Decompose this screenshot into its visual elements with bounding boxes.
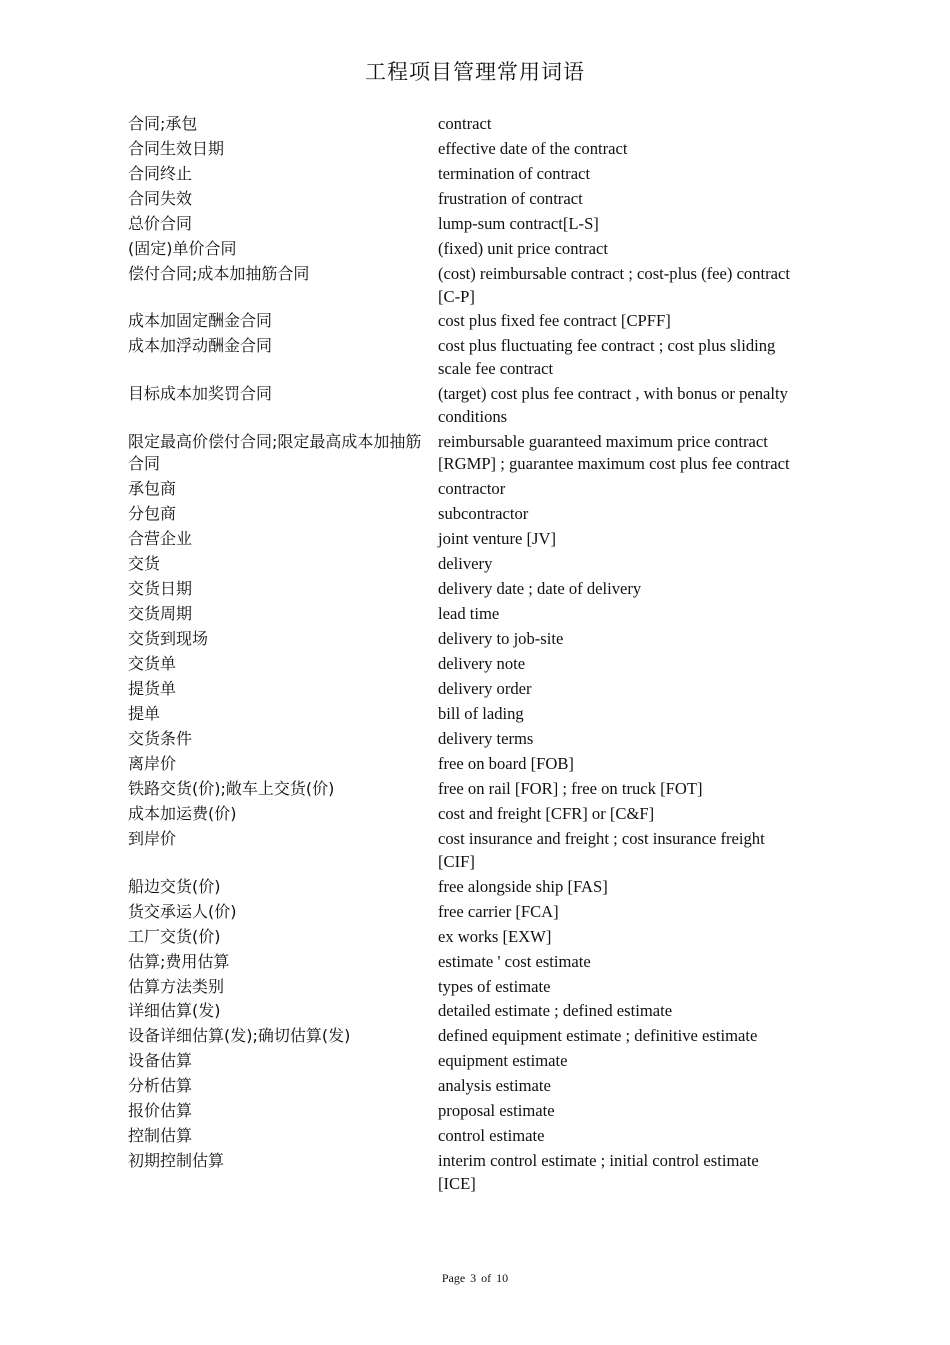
- glossary-row: [128, 383, 808, 428]
- glossary-row: [128, 628, 808, 651]
- english-term: analysis estimate: [438, 1076, 551, 1096]
- english-term: free alongside ship [FAS]: [438, 876, 608, 896]
- chinese-term: 设备估算: [128, 1051, 193, 1071]
- chinese-term: 交货条件: [128, 729, 193, 749]
- english-term: types of estimate: [438, 976, 551, 996]
- english-term: free on board [FOB]: [438, 754, 574, 774]
- english-term: free carrier [FCA]: [438, 901, 559, 921]
- chinese-term: 承包商: [128, 479, 177, 499]
- english-term: delivery note: [438, 654, 526, 674]
- glossary-row: [128, 528, 808, 551]
- chinese-term: 成本加运费(价): [128, 804, 237, 823]
- chinese-term: 铁路交货(价);敞车上交货(价): [128, 779, 335, 799]
- english-term: equipment estimate: [438, 1051, 568, 1071]
- chinese-term: 提货单: [128, 679, 177, 699]
- english-term: cost insurance and freight ; cost insurance freight [CIF]: [438, 828, 765, 871]
- english-term: defined equipment estimate ; definitive estimate: [438, 1026, 758, 1046]
- page-title: 工程项目管理常用词语: [365, 60, 585, 84]
- english-term: lead time: [438, 604, 500, 624]
- english-term: contractor: [438, 479, 506, 499]
- glossary-row: [128, 703, 808, 726]
- glossary-row: [128, 753, 808, 776]
- chinese-term: 合同失效: [128, 188, 193, 208]
- english-term: termination of contract: [438, 163, 591, 183]
- english-term: free on rail [FOR] ; free on truck [FOT]: [438, 779, 703, 799]
- chinese-term: 偿付合同;成本加抽筋合同: [128, 263, 310, 283]
- chinese-term: 合同终止: [128, 163, 193, 183]
- chinese-term: 交货日期: [128, 579, 193, 599]
- chinese-term: 初期控制估算: [128, 1151, 225, 1171]
- glossary-row: [128, 803, 808, 826]
- glossary-row: [128, 163, 808, 186]
- glossary-row: [128, 876, 808, 899]
- english-term: cost plus fixed fee contract [CPFF]: [438, 311, 671, 331]
- english-term: detailed estimate ; defined estimate: [438, 1001, 673, 1021]
- glossary-row: [128, 503, 808, 526]
- english-term: frustration of contract: [438, 188, 583, 208]
- chinese-term: 分析估算: [128, 1076, 193, 1096]
- glossary-row: [128, 1125, 808, 1148]
- chinese-term: 设备详细估算(发);确切估算(发): [128, 1026, 351, 1046]
- glossary-row: [128, 678, 808, 701]
- english-term: delivery terms: [438, 729, 534, 749]
- glossary-row: [128, 951, 808, 974]
- chinese-term: 交货单: [128, 654, 177, 674]
- glossary-row: [128, 578, 808, 601]
- english-term: (fixed) unit price contract: [438, 238, 609, 258]
- chinese-term: 工厂交货(价): [128, 926, 221, 946]
- glossary-row: [128, 188, 808, 211]
- glossary-row: [128, 478, 808, 501]
- chinese-term: 成本加浮动酬金合同: [128, 336, 273, 356]
- english-term: cost plus fluctuating fee contract ; cost plus sliding scale fee contract: [438, 336, 776, 379]
- chinese-term: 控制估算: [128, 1126, 193, 1146]
- glossary-row: [128, 728, 808, 751]
- english-term: bill of lading: [438, 704, 524, 724]
- glossary-row: [128, 901, 808, 924]
- english-term: delivery: [438, 554, 493, 574]
- english-term: proposal estimate: [438, 1101, 555, 1121]
- english-term: effective date of the contract: [438, 138, 628, 158]
- glossary-row: [128, 431, 808, 476]
- english-term: subcontractor: [438, 504, 529, 524]
- english-term: delivery order: [438, 679, 532, 699]
- glossary-row: [128, 778, 808, 801]
- glossary-table: [128, 113, 808, 1198]
- chinese-term: 合营企业: [128, 529, 193, 549]
- glossary-row: [128, 113, 808, 136]
- chinese-term: 船边交货(价): [128, 876, 221, 896]
- glossary-row: [128, 828, 808, 873]
- english-term: reimbursable guaranteed maximum price contract [RGMP] ; guarantee maximum cost plus fee contract: [438, 431, 790, 474]
- chinese-term: 交货到现场: [128, 629, 209, 649]
- english-term: delivery date ; date of delivery: [438, 579, 642, 599]
- chinese-term: 报价估算: [128, 1101, 193, 1121]
- glossary-row: [128, 653, 808, 676]
- glossary-row: [128, 138, 808, 161]
- chinese-term: 交货周期: [128, 604, 193, 624]
- chinese-term: 提单: [128, 704, 161, 724]
- chinese-term: 分包商: [128, 504, 177, 524]
- glossary-row: [128, 553, 808, 576]
- chinese-term: 合同生效日期: [128, 138, 225, 158]
- english-term: interim control estimate ; initial control estimate [ICE]: [438, 1151, 759, 1193]
- chinese-term: 估算方法类别: [128, 976, 225, 996]
- glossary-row: [128, 310, 808, 333]
- english-term: (cost) reimbursable contract ; cost-plus (fee) contract [C-P]: [438, 263, 791, 306]
- english-term: lump-sum contract[L-S]: [438, 213, 599, 233]
- chinese-term: 离岸价: [128, 754, 177, 774]
- page-footer: Page 3 of 10: [441, 1271, 509, 1285]
- english-term: contract: [438, 114, 492, 133]
- glossary-row: [128, 238, 808, 261]
- english-term: control estimate: [438, 1126, 545, 1146]
- chinese-term: 限定最高价偿付合同;限定最高成本加抽筋合同: [128, 431, 422, 474]
- chinese-term: 详细估算(发): [128, 1001, 221, 1021]
- english-term: estimate ' cost estimate: [438, 951, 591, 971]
- english-term: joint venture [JV]: [438, 529, 556, 549]
- glossary-row: [128, 976, 808, 999]
- english-term: delivery to job-site: [438, 629, 564, 649]
- chinese-term: 合同;承包: [128, 114, 198, 133]
- chinese-term: 目标成本加奖罚合同: [128, 384, 273, 404]
- chinese-term: 交货: [128, 554, 161, 574]
- chinese-term: 成本加固定酬金合同: [128, 311, 273, 331]
- chinese-term: 总价合同: [128, 213, 193, 233]
- english-term: cost and freight [CFR] or [C&F]: [438, 804, 655, 823]
- chinese-term: 货交承运人(价): [128, 901, 237, 921]
- glossary-row: [128, 603, 808, 626]
- english-term: (target) cost plus fee contract , with bonus or penalty conditions: [438, 384, 788, 426]
- chinese-term: 估算;费用估算: [128, 951, 230, 971]
- glossary-row: [128, 263, 808, 308]
- glossary-row: [128, 1075, 808, 1098]
- glossary-row: [128, 335, 808, 380]
- chinese-term: (固定)单价合同: [128, 238, 237, 258]
- glossary-row: [128, 1025, 808, 1048]
- glossary-row: [128, 213, 808, 236]
- glossary-row: [128, 1150, 808, 1195]
- glossary-row: [128, 1100, 808, 1123]
- glossary-row: [128, 1050, 808, 1073]
- english-term: ex works [EXW]: [438, 926, 552, 946]
- glossary-row: [128, 926, 808, 949]
- chinese-term: 到岸价: [128, 828, 177, 848]
- glossary-row: [128, 1000, 808, 1023]
